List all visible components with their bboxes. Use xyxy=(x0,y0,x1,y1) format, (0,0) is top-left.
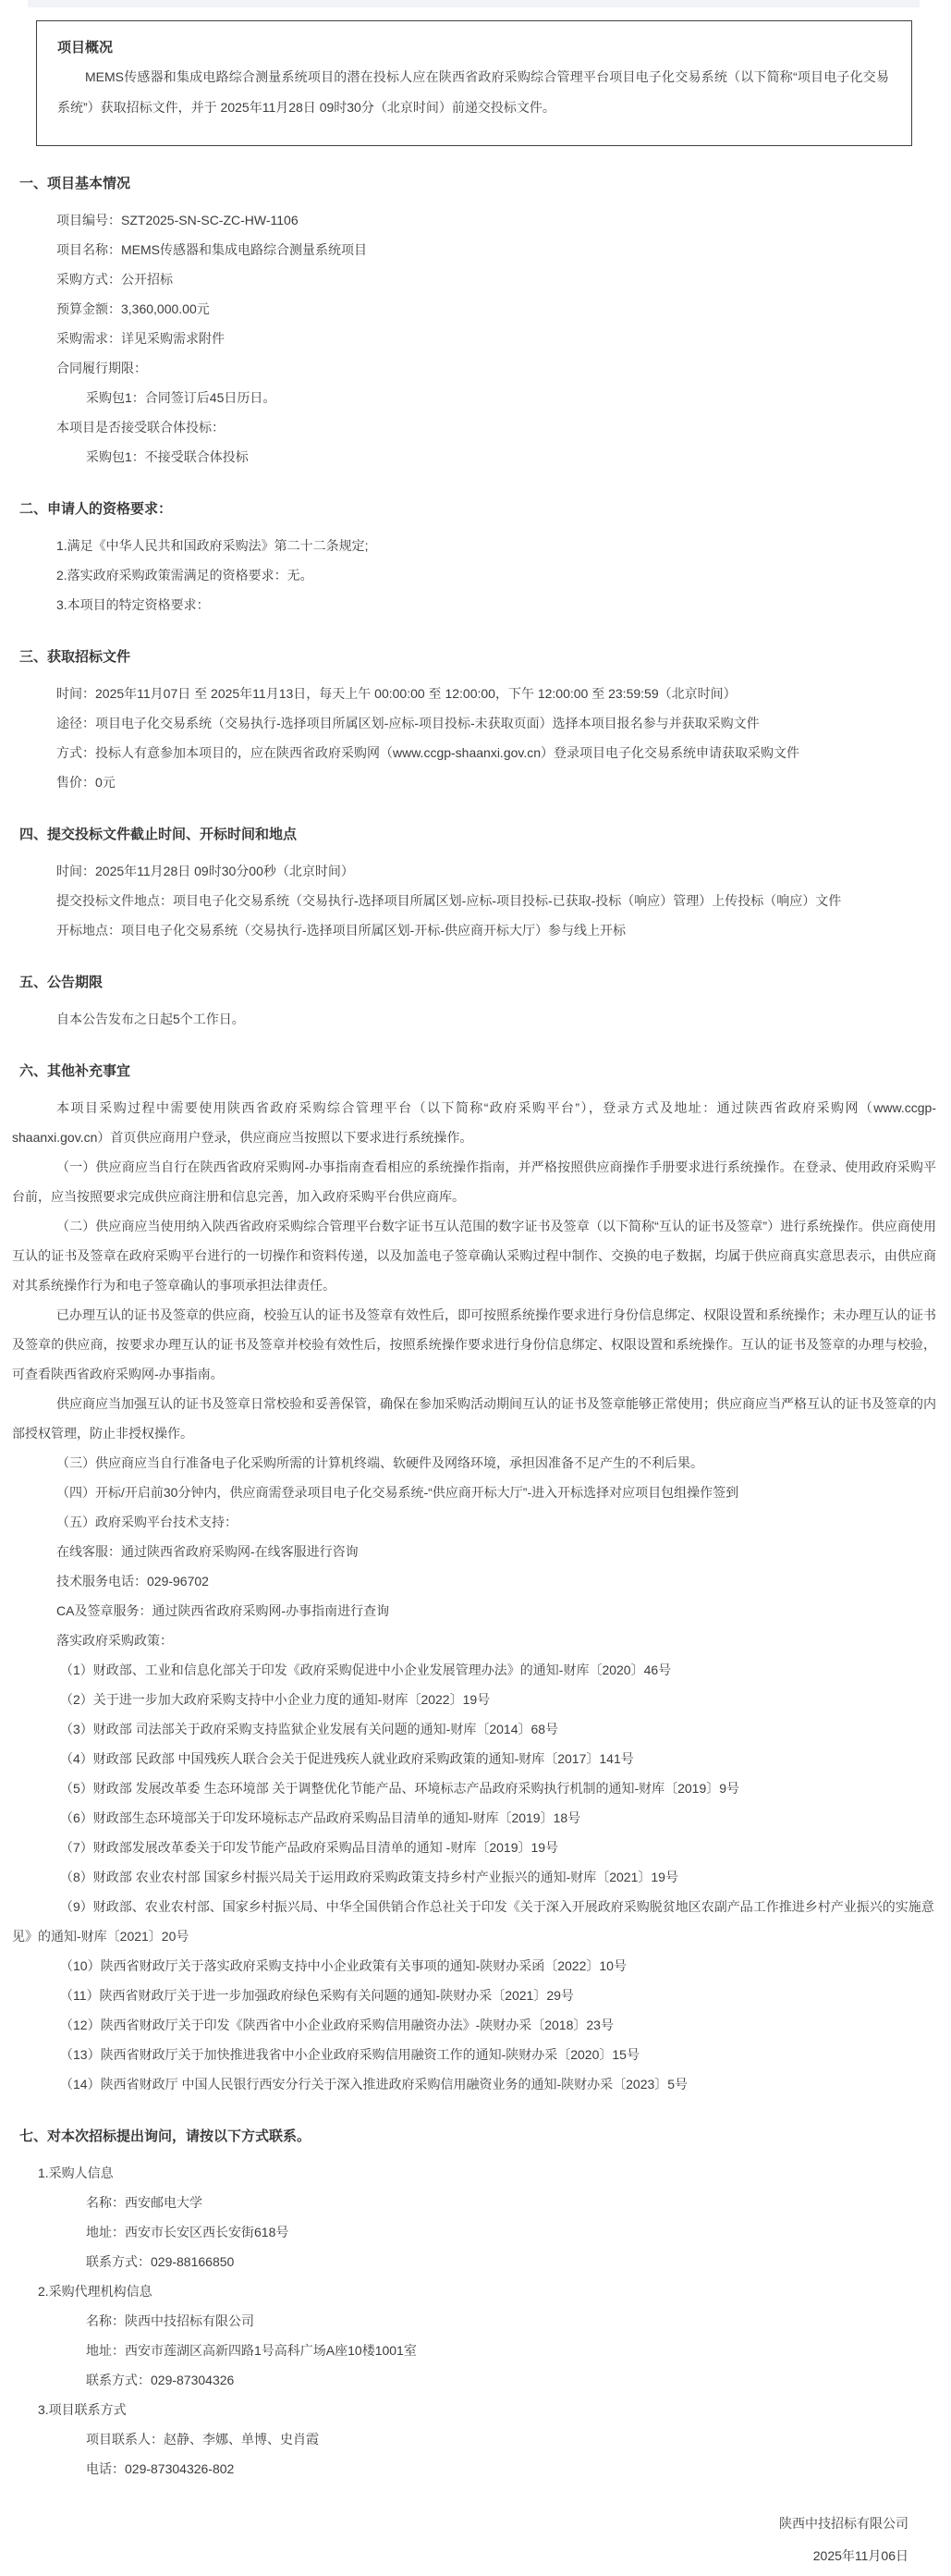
policy-item: （10）陕西省财政厅关于落实政府采购支持中小企业政策有关事项的通知-陕财办采函〔2022〕10号 xyxy=(60,1958,627,1973)
document-body xyxy=(0,170,951,2484)
sub-line: 电话：029-87304326-802 xyxy=(86,2461,235,2476)
list-subheading: 3.项目联系方式 xyxy=(38,2402,127,2417)
sub-line: 采购包1：不接受联合体投标 xyxy=(86,449,249,464)
field-line: 途径：项目电子化交易系统（交易执行-选择项目所属区划-应标-项目投标-未获取页面）选择本项目报名参与并获取采购文件 xyxy=(56,716,760,730)
section xyxy=(12,496,936,619)
field-line: 合同履行期限： xyxy=(56,361,147,375)
section-heading: 五、公告期限 xyxy=(19,975,104,990)
policy-item: （11）陕西省财政厅关于进一步加强政府绿色采购有关问题的通知-陕财办采〔2021〕29号 xyxy=(60,1988,574,2003)
signature-block xyxy=(0,2484,951,2576)
field-line: 2.落实政府采购政策需满足的资格要求：无。 xyxy=(56,568,313,583)
sub-line: 联系方式：029-87304326 xyxy=(86,2373,235,2387)
field-line: 技术服务电话：029-96702 xyxy=(56,1574,209,1589)
policy-item: （2）关于进一步加大政府采购支持中小企业力度的通知-财库〔2022〕19号 xyxy=(60,1692,491,1707)
policy-item: （7）财政部发展改革委关于印发节能产品政府采购品目清单的通知 -财库〔2019〕19号 xyxy=(60,1840,559,1855)
field-line: 1.满足《中华人民共和国政府采购法》第二十二条规定; xyxy=(56,538,369,553)
section xyxy=(12,821,936,945)
sub-line: 名称：西安邮电大学 xyxy=(86,2195,202,2210)
policy-item: （3）财政部 司法部关于政府采购支持监狱企业发展有关问题的通知-财库〔2014〕68号 xyxy=(60,1722,559,1736)
paragraph: （四）开标/开启前30分钟内，供应商需登录项目电子化交易系统-“供应商开标大厅”-进入开标选择对应项目包组操作签到 xyxy=(56,1485,739,1500)
policy-item: （9）财政部、农业农村部、国家乡村振兴局、中华全国供销合作总社关于印发《关于深入开展政府采购脱贫地区农副产品工作推进乡村产业振兴的实施意见》的通知-财库〔2021〕20号 xyxy=(12,1899,934,1944)
policy-item: （6）财政部生态环境部关于印发环境标志产品政府采购品目清单的通知-财库〔2019〕18号 xyxy=(60,1810,581,1825)
section xyxy=(12,644,936,797)
policy-item: （14）陕西省财政厅 中国人民银行西安分行关于深入推进政府采购信用融资业务的通知-陕财办采〔2023〕5号 xyxy=(60,2077,689,2091)
signature-company: 陕西中技招标有限公司 xyxy=(779,2516,908,2531)
list-subheading: 1.采购人信息 xyxy=(38,2165,114,2180)
field-line: 售价：0元 xyxy=(56,775,116,790)
policy-item: （13）陕西省财政厅关于加快推进我省中小企业政府采购信用融资工作的通知-陕财办采〔2020〕15号 xyxy=(60,2047,640,2062)
section-heading: 七、对本次招标提出询问，请按以下方式联系。 xyxy=(19,2128,311,2144)
paragraph: （二）供应商应当使用纳入陕西省政府采购综合管理平台数字证书互认范围的数字证书及签章（以下简称“互认的证书及签章”）进行系统操作。供应商使用互认的证书及签章在政府采购平台进行的一切操作和资料传递，以及加盖电子签章确认采购过程中制作、交换的电子数据，均属于供应商真实意思表示，由供应商对其系统操作行为和电子签章确认的事项承担法律责任。 xyxy=(12,1219,936,1293)
policy-item: （5）财政部 发展改革委 生态环境部 关于调整优化节能产品、环境标志产品政府采购执行机制的通知-财库〔2019〕9号 xyxy=(60,1781,740,1796)
policy-item: （1）财政部、工业和信息化部关于印发《政府采购促进中小企业发展管理办法》的通知-财库〔2020〕46号 xyxy=(60,1662,672,1677)
overview-title: 项目概况 xyxy=(57,40,114,55)
field-line: 采购需求：详见采购需求附件 xyxy=(56,331,225,346)
signature-date: 2025年11月06日 xyxy=(812,2548,908,2563)
field-line: 本项目是否接受联合体投标： xyxy=(56,420,225,435)
field-line: 在线客服：通过陕西省政府采购网-在线客服进行咨询 xyxy=(56,1544,359,1559)
section-heading: 二、申请人的资格要求： xyxy=(19,501,173,517)
overview-text: MEMS传感器和集成电路综合测量系统项目的潜在投标人应在陕西省政府采购综合管理平台项目电子化交易系统（以下简称“项目电子化交易系统”）获取招标文件，并于 2025年11月28日 09时30分（北京时间）前递交投标文件。 xyxy=(57,69,889,115)
field-line: CA及签章服务：通过陕西省政府采购网-办事指南进行查询 xyxy=(56,1603,390,1618)
sub-line: 名称：陕西中技招标有限公司 xyxy=(86,2313,254,2328)
sub-line: 项目联系人：赵静、李娜、单博、史肖霞 xyxy=(86,2432,319,2447)
sub-line: 联系方式：029-88166850 xyxy=(86,2254,235,2269)
section xyxy=(12,969,936,1034)
overview-box xyxy=(36,20,912,146)
paragraph: 已办理互认的证书及签章的供应商，校验互认的证书及签章有效性后，即可按照系统操作要求进行身份信息绑定、权限设置和系统操作；未办理互认的证书及签章的供应商，按要求办理互认的证书及签章并校验有效性后，按照系统操作要求进行身份信息绑定、权限设置和系统操作。互认的证书及签章的办理与校验，可查看陕西省政府采购网-办事指南。 xyxy=(12,1307,936,1381)
section xyxy=(12,2123,936,2484)
section-heading: 一、项目基本情况 xyxy=(19,176,131,191)
top-divider-strip xyxy=(28,0,920,7)
section-heading: 六、其他补充事宜 xyxy=(19,1063,131,1079)
sub-line: 地址：西安市莲湖区高新四路1号高科广场A座10楼1001室 xyxy=(86,2343,417,2358)
paragraph: 供应商应当加强互认的证书及签章日常校验和妥善保管，确保在参加采购活动期间互认的证书及签章能够正常使用；供应商应当严格互认的证书及签章的内部授权管理，防止非授权操作。 xyxy=(12,1396,936,1441)
paragraph: （一）供应商应当自行在陕西省政府采购网-办事指南查看相应的系统操作指南，并严格按照供应商操作手册要求进行系统操作。在登录、使用政府采购平台前，应当按照要求完成供应商注册和信息完善，加入政府采购平台供应商库。 xyxy=(12,1159,936,1204)
policy-item: （4）财政部 民政部 中国残疾人联合会关于促进残疾人就业政府采购政策的通知-财库〔2017〕141号 xyxy=(60,1751,634,1766)
field-line: 3.本项目的特定资格要求： xyxy=(56,597,210,612)
paragraph: （三）供应商应当自行准备电子化采购所需的计算机终端、软硬件及网络环境，承担因准备不足产生的不利后果。 xyxy=(56,1455,703,1470)
field-line: 采购方式：公开招标 xyxy=(56,272,173,287)
sub-line: 地址：西安市长安区西长安街618号 xyxy=(86,2225,289,2239)
section-heading: 三、获取招标文件 xyxy=(19,649,131,665)
section-heading: 四、提交投标文件截止时间、开标时间和地点 xyxy=(19,827,298,842)
section xyxy=(12,1058,936,2099)
field-line: 提交投标文件地点：项目电子化交易系统（交易执行-选择项目所属区划-应标-项目投标-已获取-投标（响应）管理）上传投标（响应）文件 xyxy=(56,893,842,908)
paragraph: （五）政府采购平台技术支持： xyxy=(56,1515,238,1529)
field-line: 时间：2025年11月28日 09时30分00秒（北京时间） xyxy=(56,864,354,878)
paragraph: 本项目采购过程中需要使用陕西省政府采购综合管理平台（以下简称“政府采购平台”），登录方式及地址：通过陕西省政府采购网（www.ccgp-shaanxi.gov.cn）首页供应商用户登录，供应商应当按照以下要求进行系统操作。 xyxy=(12,1100,936,1145)
list-subheading: 2.采购代理机构信息 xyxy=(38,2284,152,2299)
section xyxy=(12,170,936,472)
field-line: 开标地点：项目电子化交易系统（交易执行-选择项目所属区划-开标-供应商开标大厅）参与线上开标 xyxy=(56,923,626,938)
field-line: 自本公告发布之日起5个工作日。 xyxy=(56,1012,245,1026)
policy-item: （8）财政部 农业农村部 国家乡村振兴局关于运用政府采购政策支持乡村产业振兴的通知-财库〔2021〕19号 xyxy=(60,1870,678,1884)
field-line: 时间：2025年11月07日 至 2025年11月13日，每天上午 00:00:00 至 12:00:00，下午 12:00:00 至 23:59:59（北京时间） xyxy=(56,686,737,701)
policy-item: （12）陕西省财政厅关于印发《陕西省中小企业政府采购信用融资办法》-陕财办采〔2018〕23号 xyxy=(60,2018,614,2032)
field-line: 项目编号：SZT2025-SN-SC-ZC-HW-1106 xyxy=(56,213,299,227)
field-line: 方式：投标人有意参加本项目的，应在陕西省政府采购网（www.ccgp-shaanxi.gov.cn）登录项目电子化交易系统申请获取采购文件 xyxy=(56,745,800,760)
field-line: 落实政府采购政策： xyxy=(56,1633,173,1648)
field-line: 项目名称：MEMS传感器和集成电路综合测量系统项目 xyxy=(56,242,367,257)
sub-line: 采购包1：合同签订后45日历日。 xyxy=(86,390,276,405)
field-line: 预算金额：3,360,000.00元 xyxy=(56,301,210,316)
